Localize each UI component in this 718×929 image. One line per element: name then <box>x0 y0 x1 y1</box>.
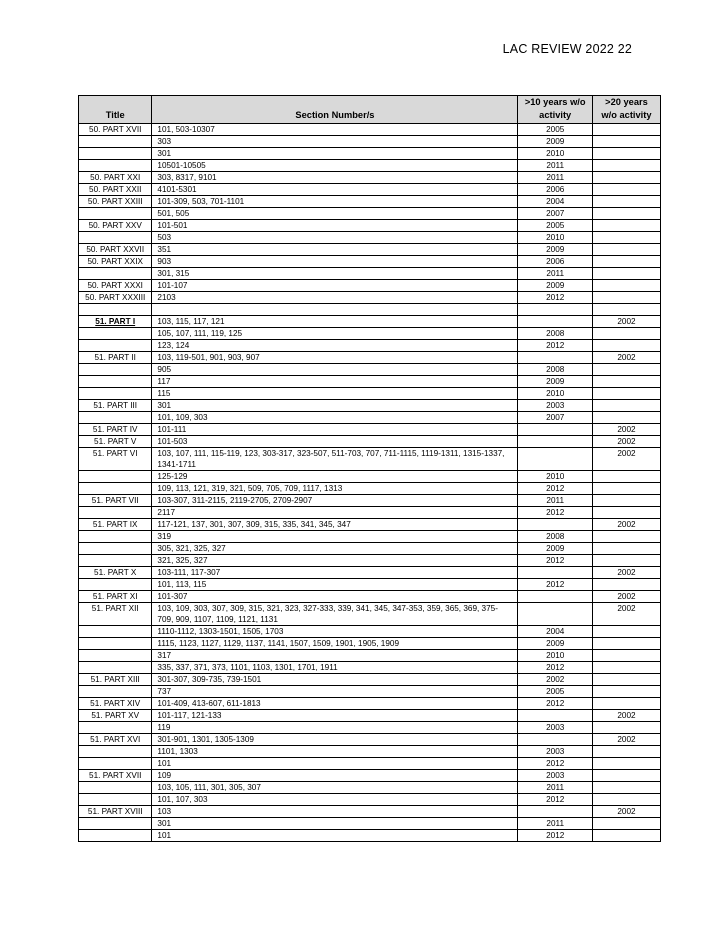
row-ten-years: 2010 <box>518 232 593 244</box>
row-ten-years: 2009 <box>518 136 593 148</box>
row-title <box>79 136 152 148</box>
table-row <box>79 626 661 638</box>
row-title <box>79 232 152 244</box>
table-row <box>79 591 661 603</box>
row-twenty-years <box>592 471 660 483</box>
table-row <box>79 638 661 650</box>
row-twenty-years: 2002 <box>592 519 660 531</box>
row-sections: 301-307, 309-735, 739-1501 <box>152 674 518 686</box>
table-row <box>79 806 661 818</box>
row-title: 51. PART II <box>79 352 152 364</box>
row-ten-years: 2011 <box>518 782 593 794</box>
table-row <box>79 758 661 770</box>
table-row <box>79 555 661 567</box>
row-twenty-years <box>592 770 660 782</box>
row-title <box>79 794 152 806</box>
row-twenty-years <box>592 495 660 507</box>
row-ten-years: 2002 <box>518 674 593 686</box>
row-title <box>79 531 152 543</box>
row-twenty-years: 2002 <box>592 567 660 579</box>
row-twenty-years <box>592 256 660 268</box>
row-sections: 303, 8317, 9101 <box>152 172 518 184</box>
table-row <box>79 436 661 448</box>
row-ten-years: 2009 <box>518 638 593 650</box>
row-ten-years: 2006 <box>518 184 593 196</box>
row-twenty-years: 2002 <box>592 603 660 626</box>
row-sections: 905 <box>152 364 518 376</box>
table-row <box>79 124 661 136</box>
column-header-title: Title <box>79 96 152 124</box>
row-twenty-years <box>592 782 660 794</box>
row-twenty-years <box>592 830 660 842</box>
row-ten-years: 2010 <box>518 471 593 483</box>
row-twenty-years <box>592 626 660 638</box>
row-ten-years: 2005 <box>518 686 593 698</box>
row-title: 51. PART I <box>79 316 152 328</box>
row-title: 51. PART XV <box>79 710 152 722</box>
row-sections: 319 <box>152 531 518 543</box>
row-sections: 103, 109, 303, 307, 309, 315, 321, 323, 327-333, 339, 341, 345, 347-353, 359, 365, 369, 375-709, 909, 1107, 1109, 1121, 1131 <box>152 603 518 626</box>
row-sections: 101-501 <box>152 220 518 232</box>
row-sections: 503 <box>152 232 518 244</box>
row-sections: 103, 105, 111, 301, 305, 307 <box>152 782 518 794</box>
table-row <box>79 376 661 388</box>
row-sections: 115 <box>152 388 518 400</box>
row-ten-years <box>518 316 593 328</box>
row-title <box>79 746 152 758</box>
row-twenty-years <box>592 124 660 136</box>
row-sections: 119 <box>152 722 518 734</box>
row-twenty-years <box>592 650 660 662</box>
table-row <box>79 507 661 519</box>
table-row <box>79 674 661 686</box>
row-title <box>79 340 152 352</box>
row-ten-years: 2010 <box>518 388 593 400</box>
row-ten-years: 2012 <box>518 662 593 674</box>
row-twenty-years <box>592 292 660 304</box>
row-twenty-years: 2002 <box>592 806 660 818</box>
row-ten-years: 2011 <box>518 160 593 172</box>
row-sections: 101-503 <box>152 436 518 448</box>
row-twenty-years <box>592 758 660 770</box>
table-row <box>79 770 661 782</box>
row-title <box>79 579 152 591</box>
table-row <box>79 268 661 280</box>
row-twenty-years <box>592 220 660 232</box>
row-ten-years: 2012 <box>518 579 593 591</box>
row-sections: 2103 <box>152 292 518 304</box>
row-title <box>79 830 152 842</box>
row-sections: 317 <box>152 650 518 662</box>
row-ten-years: 2009 <box>518 376 593 388</box>
row-title <box>79 268 152 280</box>
table-row <box>79 328 661 340</box>
row-twenty-years: 2002 <box>592 352 660 364</box>
row-twenty-years <box>592 483 660 495</box>
row-sections: 301, 315 <box>152 268 518 280</box>
row-sections: 737 <box>152 686 518 698</box>
row-sections: 103 <box>152 806 518 818</box>
row-twenty-years <box>592 400 660 412</box>
row-ten-years: 2008 <box>518 531 593 543</box>
row-title <box>79 507 152 519</box>
row-ten-years: 2003 <box>518 746 593 758</box>
row-sections: 101, 113, 115 <box>152 579 518 591</box>
row-twenty-years <box>592 818 660 830</box>
row-twenty-years: 2002 <box>592 734 660 746</box>
row-title: 50. PART XXI <box>79 172 152 184</box>
row-ten-years: 2009 <box>518 280 593 292</box>
row-sections: 301-901, 1301, 1305-1309 <box>152 734 518 746</box>
row-ten-years: 2005 <box>518 220 593 232</box>
table-row <box>79 232 661 244</box>
row-title: 51. PART XIII <box>79 674 152 686</box>
row-twenty-years <box>592 698 660 710</box>
row-twenty-years <box>592 531 660 543</box>
column-header-ten-years: >10 years w/o activity <box>518 96 593 124</box>
row-title <box>79 758 152 770</box>
row-ten-years: 2012 <box>518 698 593 710</box>
row-title <box>79 471 152 483</box>
row-ten-years <box>518 806 593 818</box>
row-title <box>79 722 152 734</box>
review-table <box>78 95 661 842</box>
row-title <box>79 638 152 650</box>
row-twenty-years: 2002 <box>592 424 660 436</box>
row-title: 51. PART VI <box>79 448 152 471</box>
row-title: 51. PART XIV <box>79 698 152 710</box>
row-sections: 321, 325, 327 <box>152 555 518 567</box>
row-ten-years: 2012 <box>518 758 593 770</box>
table-row <box>79 830 661 842</box>
row-ten-years: 2011 <box>518 172 593 184</box>
row-sections: 103, 115, 117, 121 <box>152 316 518 328</box>
row-title: 51. PART IV <box>79 424 152 436</box>
row-sections: 109, 113, 121, 319, 321, 509, 705, 709, 1117, 1313 <box>152 483 518 495</box>
row-sections: 117-121, 137, 301, 307, 309, 315, 335, 341, 345, 347 <box>152 519 518 531</box>
row-title: 50. PART XXVII <box>79 244 152 256</box>
table-row <box>79 388 661 400</box>
row-title: 50. PART XXIX <box>79 256 152 268</box>
column-header-sections: Section Number/s <box>152 96 518 124</box>
row-title <box>79 388 152 400</box>
table-row <box>79 782 661 794</box>
row-sections: 501, 505 <box>152 208 518 220</box>
row-twenty-years <box>592 172 660 184</box>
row-ten-years: 2003 <box>518 400 593 412</box>
table-row <box>79 136 661 148</box>
table-row <box>79 448 661 471</box>
table-row <box>79 603 661 626</box>
row-sections: 101 <box>152 830 518 842</box>
table-row <box>79 220 661 232</box>
row-sections: 1115, 1123, 1127, 1129, 1137, 1141, 1507, 1509, 1901, 1905, 1909 <box>152 638 518 650</box>
row-twenty-years <box>592 388 660 400</box>
row-ten-years: 2004 <box>518 196 593 208</box>
row-ten-years <box>518 304 593 316</box>
row-sections: 301 <box>152 818 518 830</box>
table-row <box>79 172 661 184</box>
row-twenty-years: 2002 <box>592 710 660 722</box>
row-sections: 103, 107, 111, 115-119, 123, 303-317, 323-507, 511-703, 707, 711-1115, 1119-1311, 1315-1337, 1341-1711 <box>152 448 518 471</box>
row-sections: 903 <box>152 256 518 268</box>
row-ten-years: 2012 <box>518 830 593 842</box>
row-ten-years: 2009 <box>518 543 593 555</box>
column-header-twenty-years: >20 years w/o activity <box>592 96 660 124</box>
row-twenty-years <box>592 722 660 734</box>
row-twenty-years <box>592 328 660 340</box>
table-row <box>79 650 661 662</box>
row-sections: 305, 321, 325, 327 <box>152 543 518 555</box>
table-row <box>79 424 661 436</box>
row-sections: 301 <box>152 400 518 412</box>
row-ten-years: 2009 <box>518 244 593 256</box>
row-title: 51. PART IX <box>79 519 152 531</box>
row-ten-years: 2012 <box>518 794 593 806</box>
row-twenty-years <box>592 148 660 160</box>
row-ten-years <box>518 567 593 579</box>
row-sections: 125-129 <box>152 471 518 483</box>
row-ten-years: 2010 <box>518 148 593 160</box>
row-twenty-years <box>592 794 660 806</box>
row-sections: 101-307 <box>152 591 518 603</box>
row-twenty-years: 2002 <box>592 436 660 448</box>
row-sections: 101-111 <box>152 424 518 436</box>
table-row <box>79 208 661 220</box>
row-sections: 10501-10505 <box>152 160 518 172</box>
row-sections: 351 <box>152 244 518 256</box>
row-twenty-years <box>592 304 660 316</box>
row-twenty-years <box>592 364 660 376</box>
row-ten-years <box>518 436 593 448</box>
row-ten-years <box>518 448 593 471</box>
table-row <box>79 794 661 806</box>
row-title: 50. PART XXXI <box>79 280 152 292</box>
row-title <box>79 208 152 220</box>
row-twenty-years <box>592 232 660 244</box>
row-sections: 101-409, 413-607, 611-1813 <box>152 698 518 710</box>
row-title: 51. PART X <box>79 567 152 579</box>
row-twenty-years: 2002 <box>592 448 660 471</box>
row-title <box>79 364 152 376</box>
row-sections: 103-307, 311-2115, 2119-2705, 2709-2907 <box>152 495 518 507</box>
table-row <box>79 734 661 746</box>
row-twenty-years: 2002 <box>592 316 660 328</box>
table-header-row <box>79 96 661 124</box>
row-ten-years: 2012 <box>518 555 593 567</box>
row-twenty-years <box>592 340 660 352</box>
row-twenty-years <box>592 412 660 424</box>
row-twenty-years <box>592 268 660 280</box>
row-title: 50. PART XXXIII <box>79 292 152 304</box>
row-sections: 123, 124 <box>152 340 518 352</box>
row-sections: 4101-5301 <box>152 184 518 196</box>
table-row <box>79 495 661 507</box>
row-title <box>79 818 152 830</box>
table-row <box>79 340 661 352</box>
table-row <box>79 352 661 364</box>
row-ten-years: 2004 <box>518 626 593 638</box>
row-sections: 101, 109, 303 <box>152 412 518 424</box>
row-sections: 101 <box>152 758 518 770</box>
table-row <box>79 292 661 304</box>
row-ten-years: 2008 <box>518 328 593 340</box>
row-title: 51. PART VII <box>79 495 152 507</box>
row-sections: 103-111, 117-307 <box>152 567 518 579</box>
row-title: 51. PART XI <box>79 591 152 603</box>
table-row <box>79 280 661 292</box>
row-ten-years: 2012 <box>518 507 593 519</box>
row-sections: 1101, 1303 <box>152 746 518 758</box>
table-row <box>79 471 661 483</box>
row-sections <box>152 304 518 316</box>
row-twenty-years <box>592 507 660 519</box>
table-row <box>79 184 661 196</box>
row-title: 51. PART XVI <box>79 734 152 746</box>
row-title: 51. PART III <box>79 400 152 412</box>
row-sections: 301 <box>152 148 518 160</box>
table-row <box>79 519 661 531</box>
row-ten-years: 2011 <box>518 268 593 280</box>
row-ten-years: 2007 <box>518 412 593 424</box>
row-ten-years: 2010 <box>518 650 593 662</box>
row-ten-years: 2003 <box>518 770 593 782</box>
row-title <box>79 626 152 638</box>
row-sections: 117 <box>152 376 518 388</box>
table-row <box>79 579 661 591</box>
row-title <box>79 304 152 316</box>
row-twenty-years <box>592 686 660 698</box>
table-row <box>79 244 661 256</box>
row-ten-years: 2011 <box>518 818 593 830</box>
row-title: 50. PART XVII <box>79 124 152 136</box>
row-ten-years: 2007 <box>518 208 593 220</box>
row-ten-years <box>518 734 593 746</box>
row-ten-years <box>518 591 593 603</box>
row-twenty-years <box>592 638 660 650</box>
table-row <box>79 818 661 830</box>
row-ten-years: 2003 <box>518 722 593 734</box>
row-title <box>79 555 152 567</box>
row-twenty-years <box>592 674 660 686</box>
row-twenty-years <box>592 208 660 220</box>
row-twenty-years <box>592 136 660 148</box>
row-title <box>79 148 152 160</box>
row-title <box>79 650 152 662</box>
table-row <box>79 148 661 160</box>
row-sections: 335, 337, 371, 373, 1101, 1103, 1301, 1701, 1911 <box>152 662 518 674</box>
row-ten-years: 2005 <box>518 124 593 136</box>
row-sections: 1110-1112, 1303-1501, 1505, 1703 <box>152 626 518 638</box>
row-twenty-years: 2002 <box>592 591 660 603</box>
row-title <box>79 412 152 424</box>
table-row <box>79 698 661 710</box>
table-row <box>79 400 661 412</box>
row-title <box>79 662 152 674</box>
table-row <box>79 710 661 722</box>
row-sections: 101-309, 503, 701-1101 <box>152 196 518 208</box>
row-twenty-years <box>592 746 660 758</box>
row-title <box>79 376 152 388</box>
row-twenty-years <box>592 184 660 196</box>
row-twenty-years <box>592 196 660 208</box>
table-row <box>79 483 661 495</box>
row-twenty-years <box>592 280 660 292</box>
row-title <box>79 782 152 794</box>
row-sections: 101, 107, 303 <box>152 794 518 806</box>
row-ten-years <box>518 710 593 722</box>
table-row <box>79 531 661 543</box>
row-title <box>79 543 152 555</box>
table-row <box>79 364 661 376</box>
table-row <box>79 196 661 208</box>
table-row <box>79 256 661 268</box>
page-header: LAC REVIEW 2022 22 <box>502 42 632 56</box>
table-row <box>79 746 661 758</box>
row-sections: 303 <box>152 136 518 148</box>
row-title: 50. PART XXIII <box>79 196 152 208</box>
table-row <box>79 567 661 579</box>
row-ten-years: 2006 <box>518 256 593 268</box>
row-twenty-years <box>592 543 660 555</box>
row-ten-years: 2012 <box>518 483 593 495</box>
row-twenty-years <box>592 555 660 567</box>
row-title <box>79 686 152 698</box>
row-twenty-years <box>592 160 660 172</box>
row-ten-years: 2012 <box>518 340 593 352</box>
table-body <box>79 124 661 842</box>
row-ten-years <box>518 603 593 626</box>
row-title: 50. PART XXII <box>79 184 152 196</box>
row-ten-years <box>518 352 593 364</box>
row-sections: 101-117, 121-133 <box>152 710 518 722</box>
row-title <box>79 160 152 172</box>
row-ten-years <box>518 519 593 531</box>
row-sections: 101-107 <box>152 280 518 292</box>
table-row <box>79 412 661 424</box>
row-title <box>79 328 152 340</box>
row-twenty-years <box>592 579 660 591</box>
row-title: 51. PART V <box>79 436 152 448</box>
table-row <box>79 686 661 698</box>
row-ten-years: 2008 <box>518 364 593 376</box>
row-title: 51. PART XII <box>79 603 152 626</box>
table-row <box>79 543 661 555</box>
row-ten-years <box>518 424 593 436</box>
spacer-row <box>79 304 661 316</box>
row-title: 51. PART XVII <box>79 770 152 782</box>
row-sections: 109 <box>152 770 518 782</box>
row-twenty-years <box>592 662 660 674</box>
row-sections: 103, 119-501, 901, 903, 907 <box>152 352 518 364</box>
table-row <box>79 316 661 328</box>
row-ten-years: 2012 <box>518 292 593 304</box>
row-sections: 101, 503-10307 <box>152 124 518 136</box>
row-ten-years: 2011 <box>518 495 593 507</box>
row-sections: 105, 107, 111, 119, 125 <box>152 328 518 340</box>
row-title: 51. PART XVIII <box>79 806 152 818</box>
row-title <box>79 483 152 495</box>
row-twenty-years <box>592 376 660 388</box>
table-row <box>79 722 661 734</box>
row-twenty-years <box>592 244 660 256</box>
table-row <box>79 662 661 674</box>
table-row <box>79 160 661 172</box>
row-sections: 2117 <box>152 507 518 519</box>
row-title: 50. PART XXV <box>79 220 152 232</box>
